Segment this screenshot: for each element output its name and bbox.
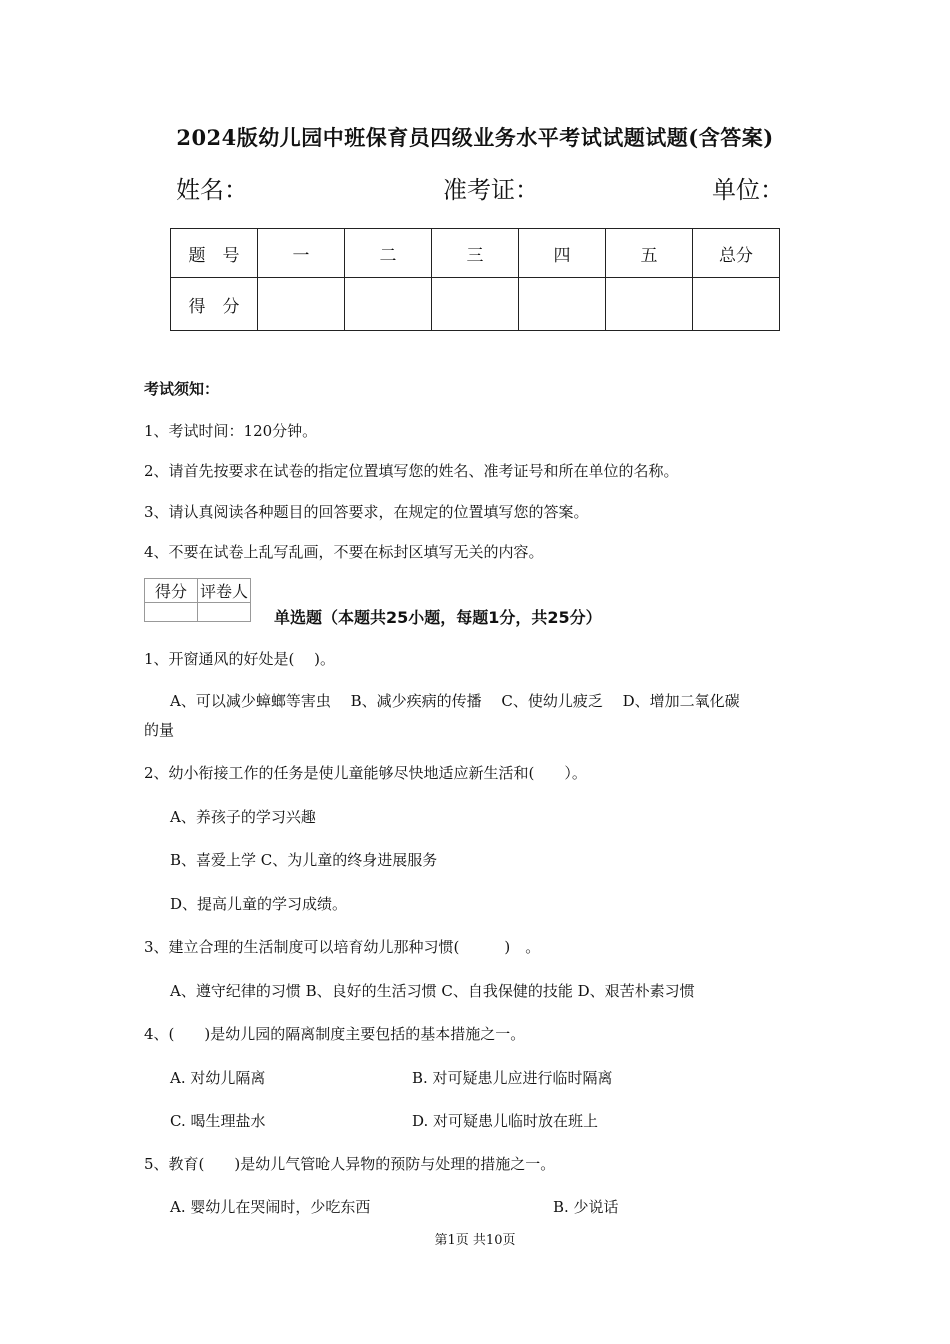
grader-name-label: 评卷人 — [198, 579, 251, 603]
score-table-header-cell: 一 — [258, 229, 345, 278]
question-option: B. 少说话 — [553, 1198, 619, 1216]
question-option: D. 对可疑患儿临时放在班上 — [412, 1112, 599, 1130]
score-table-header-cell: 总分 — [693, 229, 780, 278]
score-table-header-cell: 四 — [519, 229, 606, 278]
unit-label: 单位： — [712, 176, 784, 204]
question-option: B. 对可疑患儿应进行临时隔离 — [412, 1069, 613, 1087]
question-stem: 1、开窗通风的好处是( )。 — [144, 650, 336, 668]
question-stem: 3、建立合理的生活制度可以培育幼儿那种习惯( ) 。 — [144, 938, 541, 956]
score-table-header-row — [171, 229, 780, 278]
score-cell[interactable] — [693, 278, 780, 331]
grader-box — [144, 578, 251, 622]
question-stem: 5、教育( )是幼儿气管呛人异物的预防与处理的措施之一。 — [144, 1155, 556, 1173]
grader-name-cell[interactable] — [198, 603, 251, 622]
score-cell[interactable] — [258, 278, 345, 331]
notice-item: 4、不要在试卷上乱写乱画，不要在标封区填写无关的内容。 — [144, 543, 544, 561]
score-table — [170, 228, 780, 331]
score-table-header-cell: 五 — [606, 229, 693, 278]
score-cell[interactable] — [345, 278, 432, 331]
question-option: B、喜爱上学 C、为儿童的终身进展服务 — [170, 851, 438, 869]
section-title: 单选题（本题共25小题，每题1分，共25分） — [274, 608, 602, 627]
question-option: C. 喝生理盐水 — [170, 1112, 266, 1130]
notice-item: 3、请认真阅读各种题目的回答要求，在规定的位置填写您的答案。 — [144, 503, 589, 521]
grader-score-label: 得分 — [145, 579, 198, 603]
notice-heading: 考试须知： — [144, 380, 220, 398]
question-options: A、遵守纪律的习惯 B、良好的生活习惯 C、自我保健的技能 D、艰苦朴素习惯 — [170, 982, 695, 1000]
grader-score-cell[interactable] — [145, 603, 198, 622]
score-cell[interactable] — [432, 278, 519, 331]
score-cell[interactable] — [519, 278, 606, 331]
question-option: A. 婴幼儿在哭闹时，少吃东西 — [170, 1198, 371, 1216]
question-stem: 4、( )是幼儿园的隔离制度主要包括的基本措施之一。 — [144, 1025, 526, 1043]
question-option: A、养孩子的学习兴趣 — [170, 808, 316, 826]
exam-id-label: 准考证： — [443, 176, 539, 204]
name-label: 姓名： — [176, 176, 248, 204]
page-title: 2024版幼儿园中班保育员四级业务水平考试试题试题(含答案) — [176, 125, 774, 150]
question-stem: 2、幼小衔接工作的任务是使儿童能够尽快地适应新生活和( ）。 — [144, 764, 587, 782]
score-cell[interactable] — [606, 278, 693, 331]
question-option: D、提高儿童的学习成绩。 — [170, 895, 348, 913]
score-table-score-row — [171, 278, 780, 331]
score-row-label: 得 分 — [171, 278, 258, 331]
question-options-continued: 的量 — [144, 721, 175, 739]
notice-item: 2、请首先按要求在试卷的指定位置填写您的姓名、准考证号和所在单位的名称。 — [144, 462, 679, 480]
score-table-header-cell: 题 号 — [171, 229, 258, 278]
question-option: A. 对幼儿隔离 — [170, 1069, 266, 1087]
notice-item: 1、考试时间：120分钟。 — [144, 422, 318, 440]
question-options: A、可以减少蟑螂等害虫 B、减少疾病的传播 C、使幼儿疲乏 D、增加二氧化碳 — [170, 692, 740, 710]
score-table-header-cell: 二 — [345, 229, 432, 278]
score-table-header-cell: 三 — [432, 229, 519, 278]
page-footer: 第1页 共10页 — [434, 1233, 516, 1248]
